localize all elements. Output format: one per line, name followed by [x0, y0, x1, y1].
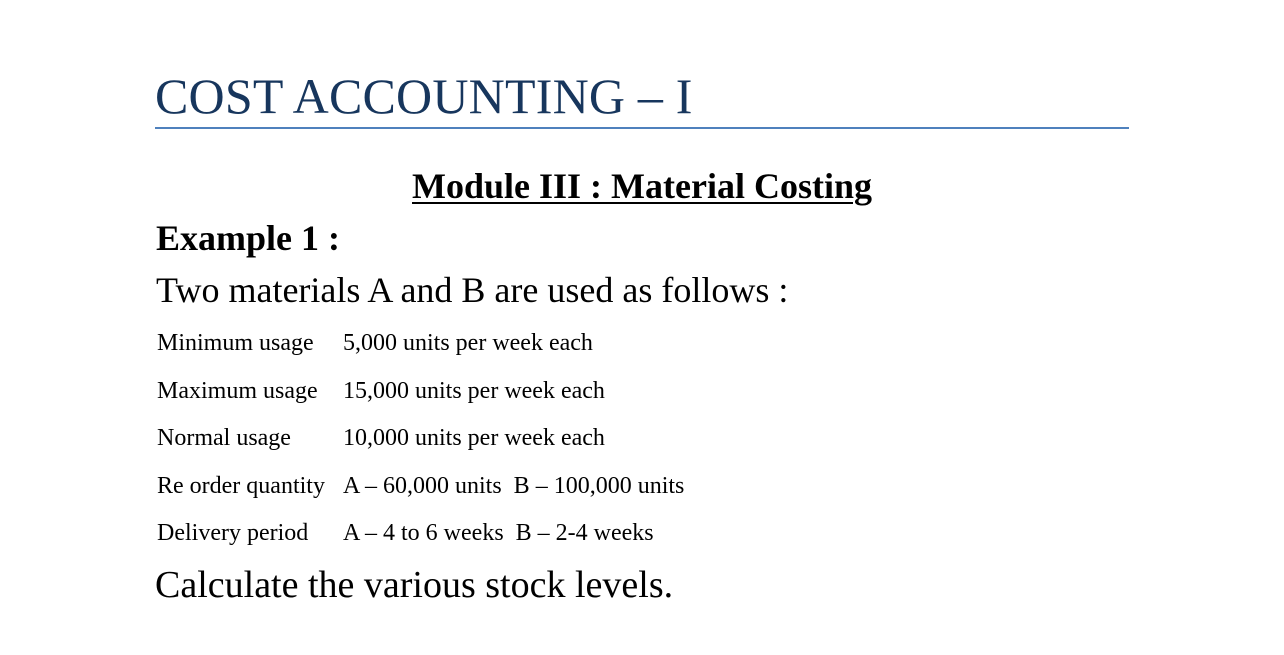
intro-text: Two materials A and B are used as follows :	[156, 270, 789, 310]
conclusion-text: Calculate the various stock levels.	[155, 564, 674, 606]
table-row	[157, 463, 684, 511]
table-row	[157, 320, 684, 368]
row-label: Minimum usage	[157, 330, 314, 357]
table-row	[157, 415, 684, 463]
table-row	[157, 510, 684, 558]
row-value: 15,000 units per week each	[343, 377, 605, 404]
row-value: A – 60,000 units B – 100,000 units	[343, 472, 685, 499]
row-value: A – 4 to 6 weeks B – 2-4 weeks	[343, 520, 654, 547]
row-value: 5,000 units per week each	[343, 330, 593, 357]
example-label: Example 1 :	[156, 218, 340, 258]
row-label: Delivery period	[157, 520, 309, 547]
row-label: Normal usage	[157, 425, 291, 452]
table-row	[157, 368, 684, 416]
row-value: 10,000 units per week each	[343, 425, 605, 452]
module-heading: Module III : Material Costing	[412, 166, 872, 206]
title-divider	[155, 127, 1129, 129]
row-label: Maximum usage	[157, 377, 318, 404]
material-data-table	[157, 320, 684, 558]
page-title: COST ACCOUNTING – I	[155, 68, 693, 124]
row-label: Re order quantity	[157, 472, 325, 499]
